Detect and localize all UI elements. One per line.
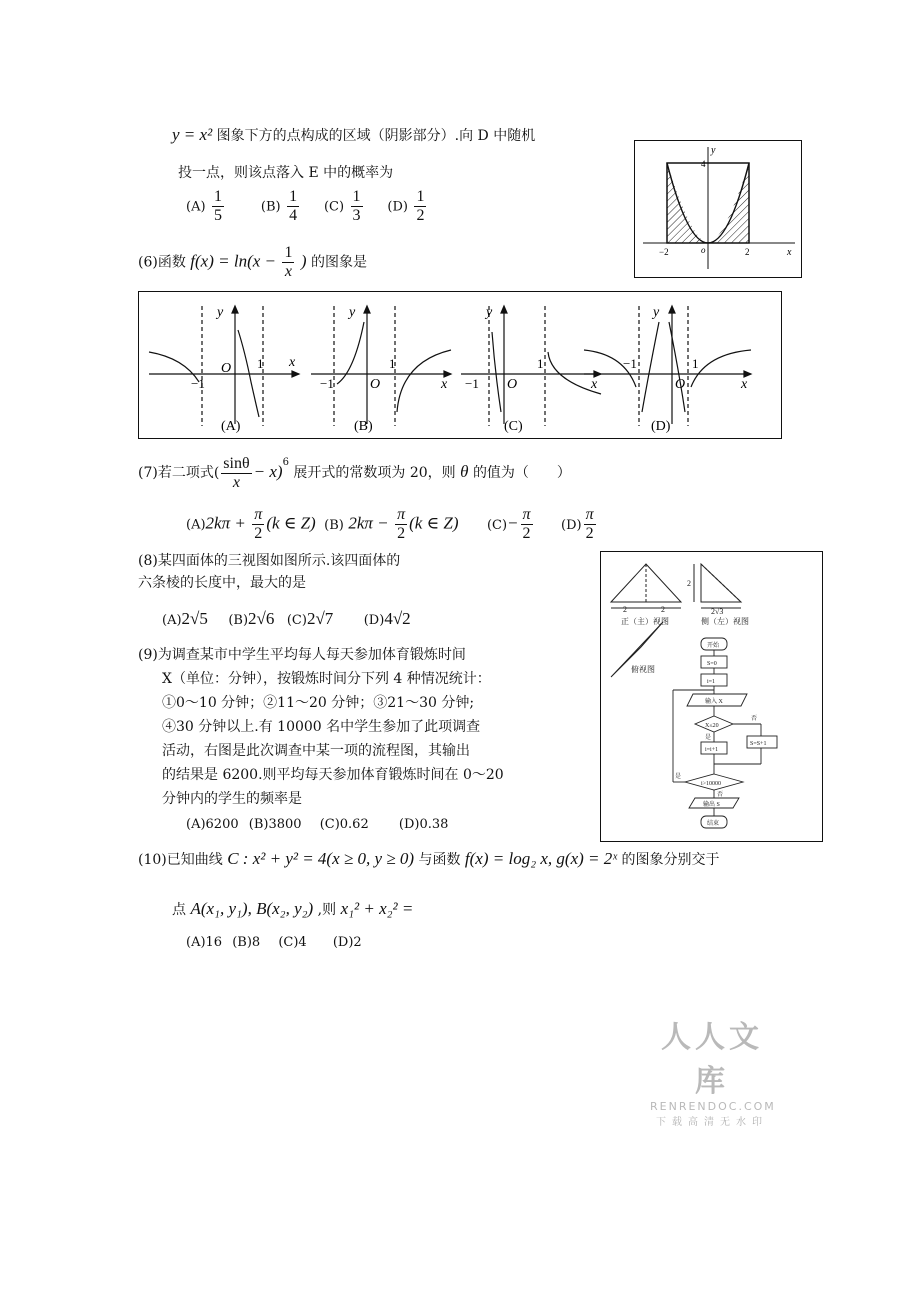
svg-text:是: 是 [705,735,712,741]
q6-prefix: (6)函数 [138,254,186,271]
q5-parabola-graph [635,141,800,276]
graph-b-origin: O [370,377,381,392]
q7-option-c-label: (C) [486,517,508,533]
q7-stem: (7)若二项式( $\frac{\sin\theta}{x}$ − x)$^6$ 展开式的常数项为 20，则 θ 的值为（ ） [138,454,571,491]
watermark-tagline: 下载高清无水印 [656,1117,768,1128]
graph-a-y-label: y [217,305,224,320]
graph-b-x-label: x [441,377,448,392]
q9-option-a: (A)6200 [186,817,239,832]
q10-option-c: (C)4 [278,935,307,950]
graph-d-caption: (D) [651,419,671,434]
q6-func: f(x) = ln(x − [190,251,277,271]
svg-text:输出 S: 输出 S [703,802,720,808]
q7-power: 6 [282,457,289,468]
q9-line-0: (9)为调查某市中学生平均每人每天参加体育锻炼时间 [138,647,466,663]
q10-option-b: (B)8 [232,935,261,950]
svg-text:X≤20: X≤20 [705,723,719,729]
q10-points: A(x₁, y₁), B(x₂, y₂) [190,899,314,918]
graph-c-pos1: 1 [537,356,544,371]
q10-option-d: (D)2 [332,935,362,950]
q9-option-d: (D)0.38 [398,817,449,832]
q10-option-a: (A)16 [186,935,223,950]
svg-text:输入 X: 输入 X [705,699,723,705]
q8-option-d: 4√2 [384,609,411,628]
graph-d-x-label: x [741,377,748,392]
q5-option-d-label: (D) [387,199,408,215]
q8-line2: 六条棱的长度中，最大的是 [138,575,306,591]
svg-text:S=S+1: S=S+1 [750,741,767,747]
svg-text:否: 否 [717,792,724,798]
q9-line-3: ④30 分钟以上.有 10000 名中学生参加了此项调查 [162,719,481,735]
q10-options [186,934,362,952]
q10-prefix: (10)已知曲线 [138,852,223,868]
svg-text:S=0: S=0 [707,661,717,667]
q5-line1-text: 图象下方的点构成的区域（阴影部分）.向 D 中随机 [216,128,536,144]
q5-option-c-label: (C) [323,199,345,215]
q8-q9-figure [600,551,823,842]
q8-options: (A)2√5 (B)2√6 (C)2√7 (D)4√2 [162,609,411,628]
graph-c-x-label: x [591,377,598,392]
q5-option-a-label: (A) [186,199,206,215]
q9-option-b: (B)3800 [248,817,302,832]
watermark-title: 人人文库 [661,1020,763,1099]
q5-figure [634,140,802,278]
svg-text:2√3: 2√3 [711,607,724,616]
q5-tick-neg2: −2 [659,247,669,257]
q5-y-label: y [711,145,716,156]
q9-line-5: 的结果是 6200.则平均每天参加体育锻炼时间在 0～20 [162,767,504,783]
q6-stem: (6)函数 f(x) = ln(x − $\frac{1}{x}$ ) 的图象是 [138,244,368,280]
q8-option-b: 2√6 [248,609,275,628]
q9-option-c: (C)0.62 [319,817,369,832]
q7-option-a-frac: $\frac{\pi}{2}$ [254,506,263,542]
graph-a-x-label: x [289,355,296,370]
watermark [650,1012,774,1128]
q5-tick-2: 2 [745,247,750,257]
q8-line1: (8)某四面体的三视图如图所示.该四面体的 [138,553,401,569]
graph-a-pos1: 1 [257,356,264,371]
q6-frac: $\frac{1}{x}$ [284,244,293,280]
watermark-domain: RENRENDOC.COM [650,1100,776,1113]
graph-c-caption: (C) [504,419,523,434]
q5-line2: 投一点，则该点落入 E 中的概率为 [178,165,394,181]
graph-d-origin: O [675,377,686,392]
q7-frac: $\frac{\sin\theta}{x}$ [223,454,250,491]
graph-c-neg1: −1 [465,376,479,391]
q6-graphs-box [138,291,782,439]
graph-a-neg1: −1 [191,376,205,391]
q7-theta: θ [460,462,469,481]
q5-option-a: $\frac{1}{5}$ [214,188,222,224]
q5-tick-4: 4 [701,159,706,169]
q7-option-b-frac: $\frac{\pi}{2}$ [397,506,406,542]
q5-option-b: $\frac{1}{4}$ [289,188,298,224]
graph-a-origin: O [221,361,232,376]
q10-funcs: f(x) = log₂ x, g(x) = 2ˣ [464,849,618,868]
graph-c-origin: O [507,377,518,392]
graph-b-caption: (B) [354,419,373,434]
graph-a-caption: (A) [221,419,241,434]
q5-shaded-right [708,163,749,243]
q6-suffix: 的图象是 [311,254,368,271]
q9-options [186,816,448,834]
q7-prefix: (7)若二项式( [138,465,220,481]
graph-b-neg1: −1 [320,376,334,391]
svg-text:2: 2 [623,605,627,614]
three-view-and-flowchart [601,552,821,840]
svg-text:是: 是 [675,774,682,780]
q7-option-d-frac: $\frac{\pi}{2}$ [585,506,594,542]
q5-x-label: x [787,247,792,258]
graph-b-pos1: 1 [389,356,396,371]
q7-option-c-frac: $\frac{\pi}{2}$ [522,506,531,542]
svg-text:2: 2 [661,605,665,614]
q5-math: y = x² [172,125,213,144]
front-view-label: 正（主）视图 [621,617,669,626]
side-view-label: 侧（左）视图 [701,617,749,626]
svg-text:i=i+1: i=i+1 [705,747,719,753]
q7-suffix-a: 展开式的常数项为 20，则 [293,465,456,481]
q7-options: (A)2kπ + $\frac{\pi}{2}$ (k ∈ Z) (B) 2kπ − $\frac{\pi}{2}$ (k ∈ Z) (C)− $\frac{\pi}{2}$ (D) $\frac{\pi}{2}$ [186,506,594,542]
graph-c-y-label: y [486,305,493,320]
q10-curve: C : x² + y² = 4(x ≥ 0, y ≥ 0) [227,849,415,868]
q7-option-d-label: (D) [561,517,582,533]
q5-option-b-label: (B) [260,199,281,215]
q8-option-c: 2√7 [306,609,334,628]
q10-expr: x₁² + x₂² = [340,899,414,918]
q8-option-a: 2√5 [181,609,208,628]
q5-line1 [172,126,535,145]
q5-shaded-left [667,163,708,243]
q5-options [186,188,428,225]
svg-text:开始: 开始 [707,643,720,649]
q9-line-1: X（单位：分钟），按锻炼时间分下列 4 种情况统计： [162,671,491,687]
q7-suffix-b: 的值为（ ） [472,465,571,481]
top-view-label: 俯视图 [631,665,655,674]
graph-d-y-label: y [653,305,660,320]
graph-d-curve-mid-left [642,322,659,412]
graph-b-y-label: y [349,305,356,320]
q5-option-d: $\frac{1}{2}$ [416,188,425,224]
q5-option-c: $\frac{1}{3}$ [352,188,361,224]
svg-text:i=1: i=1 [707,679,716,685]
graph-d-neg1: −1 [623,356,637,371]
graph-d-pos1: 1 [692,356,699,371]
q5-origin: o [701,245,706,255]
q7-option-b-label: (B) [324,517,344,533]
q10-line2: 点 A(x₁, y₁), B(x₂, y₂) ,则 x₁² + x₂² = [172,899,414,918]
svg-text:2: 2 [687,579,691,588]
q9-line-6: 分钟内的学生的频率是 [162,791,302,807]
q10-mid: 与函数 [418,852,461,868]
q10-line1 [138,850,720,869]
q9-line-4: 活动，右图是此次调查中某一项的流程图，其输出 [162,743,470,759]
graph-c-curve-left [492,332,501,412]
graph-b-curve-left [337,322,364,384]
q7-option-a-label: (A) [186,517,206,533]
svg-text:i>10000: i>10000 [701,781,722,787]
q9-line-2: ①0～10 分钟；②11～20 分钟；③21～30 分钟; [162,695,475,711]
q10-suffix: 的图象分别交于 [621,852,720,868]
q6-graphs [139,292,780,437]
svg-text:结束: 结束 [707,821,720,827]
svg-text:否: 否 [751,716,758,722]
